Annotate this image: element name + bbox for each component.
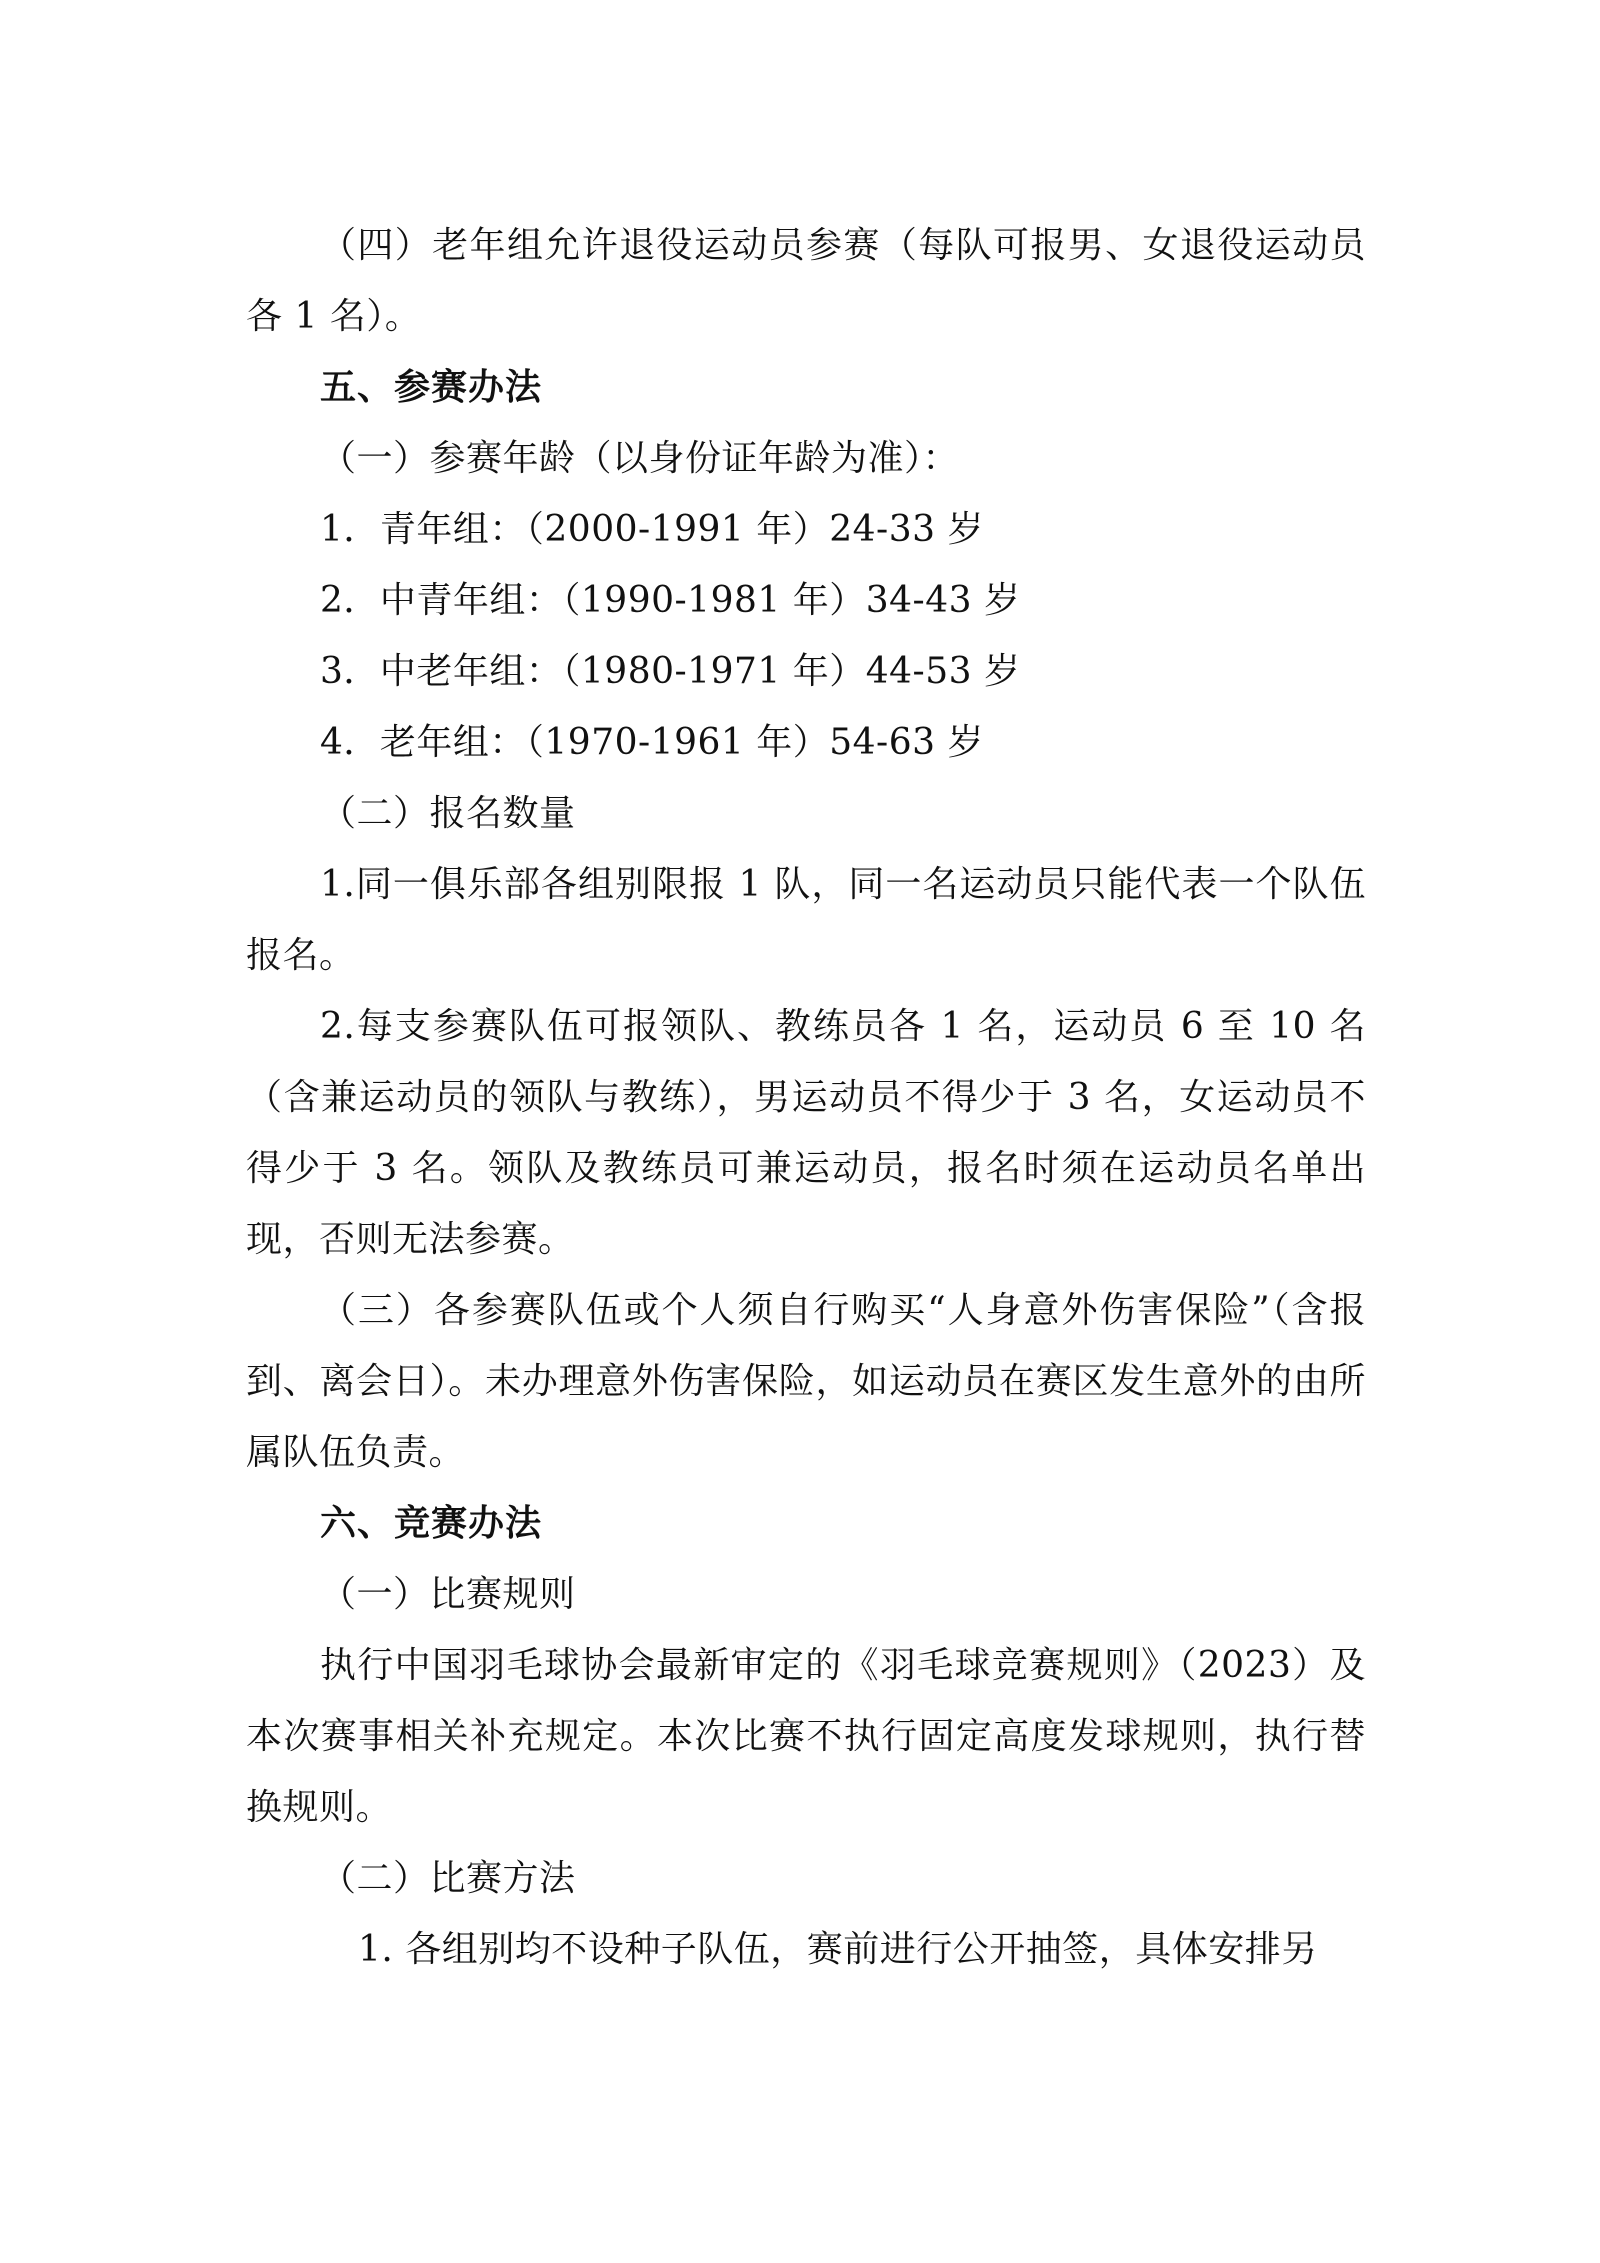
paragraph-team-composition: 2.每支参赛队伍可报领队、教练员各 1 名，运动员 6 至 10 名（含兼运动员的领队与教练），男运动员不得少于 3 名，女运动员不得少于 3 名。领队及教练员可兼运动员，报名时须在运动员名单出现，否则无法参赛。 bbox=[246, 1006, 1366, 1260]
section-heading-participation: 五、参赛办法 bbox=[320, 366, 543, 408]
paragraph-insurance: （三）各参赛队伍或个人须自行购买“人身意外伤害保险”（含报到、离会日）。未办理意外伤害保险，如运动员在赛区发生意外的由所属队伍负责。 bbox=[246, 1290, 1366, 1473]
age-group-senior: 4．老年组：（1970-1961 年）54-63 岁 bbox=[320, 722, 984, 763]
paragraph-rules: 执行中国羽毛球协会最新审定的《羽毛球竞赛规则》（2023）及本次赛事相关补充规定。本次比赛不执行固定高度发球规则，执行替换规则。 bbox=[246, 1645, 1366, 1828]
subheading-age: （一）参赛年龄（以身份证年龄为准）： bbox=[320, 438, 960, 479]
paragraph-one-team-per-club: 1.同一俱乐部各组别限报 1 队，同一名运动员只能代表一个队伍报名。 bbox=[246, 864, 1366, 976]
section-heading-competition: 六、竞赛办法 bbox=[320, 1502, 543, 1544]
subheading-method: （二）比赛方法 bbox=[320, 1858, 576, 1899]
paragraph-draw: 1. 各组别均不设种子队伍，赛前进行公开抽签，具体安排另 bbox=[358, 1929, 1318, 1970]
age-group-youth: 1．青年组：（2000-1991 年）24-33 岁 bbox=[320, 509, 984, 550]
document-page bbox=[246, 210, 1366, 1985]
paragraph-retired-athletes: （四）老年组允许退役运动员参赛（每队可报男、女退役运动员各 1 名）。 bbox=[246, 225, 1366, 337]
subheading-rules: （一）比赛规则 bbox=[320, 1574, 576, 1615]
age-group-middle-old: 3．中老年组：（1980-1971 年）44-53 岁 bbox=[320, 651, 1021, 692]
subheading-registration-count: （二）报名数量 bbox=[320, 793, 576, 834]
age-group-young-middle: 2．中青年组：（1990-1981 年）34-43 岁 bbox=[320, 580, 1021, 621]
